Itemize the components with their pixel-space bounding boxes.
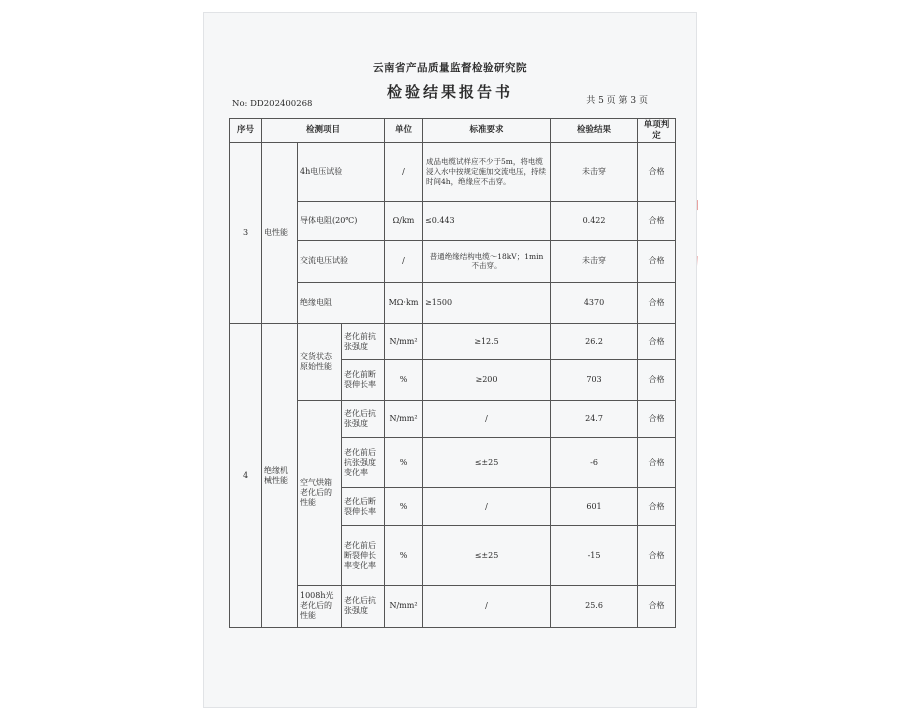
unit: % (385, 360, 423, 400)
test-item: 老化后断裂伸长率 (342, 488, 385, 526)
verdict: 合格 (638, 201, 676, 240)
unit: N/mm² (385, 400, 423, 437)
verdict: 合格 (638, 240, 676, 282)
unit: % (385, 437, 423, 487)
header-row (230, 119, 676, 143)
requirement: 成品电缆试样应不少于5m，将电缆浸入水中按规定施加交流电压，持续时间4h，绝缘应不击穿。 (423, 143, 551, 201)
col-header-requirement: 标准要求 (423, 119, 551, 143)
requirement: ≤±25 (423, 437, 551, 487)
unit: N/mm² (385, 324, 423, 360)
unit: % (385, 488, 423, 526)
result: 25.6 (551, 585, 638, 627)
result: 24.7 (551, 400, 638, 437)
test-item: 老化前后断裂伸长率变化率 (342, 526, 385, 585)
unit: / (385, 143, 423, 201)
section-group: 电性能 (262, 143, 298, 324)
requirement: ≥1500 (423, 283, 551, 324)
result: 未击穿 (551, 143, 638, 201)
unit: % (385, 526, 423, 585)
verdict: 合格 (638, 324, 676, 360)
verdict: 合格 (638, 143, 676, 201)
requirement: / (423, 488, 551, 526)
table-row (230, 143, 676, 201)
unit: / (385, 240, 423, 282)
unit: N/mm² (385, 585, 423, 627)
result: 601 (551, 488, 638, 526)
col-header-result: 检验结果 (551, 119, 638, 143)
report-number: No: DD202400268 (232, 99, 313, 109)
table-row (230, 324, 676, 360)
test-item: 老化前断裂伸长率 (342, 360, 385, 400)
requirement: ≤0.443 (423, 201, 551, 240)
result: 703 (551, 360, 638, 400)
col-header-unit: 单位 (385, 119, 423, 143)
result: -6 (551, 437, 638, 487)
section-group: 绝缘机械性能 (262, 324, 298, 628)
verdict: 合格 (638, 585, 676, 627)
verdict: 合格 (638, 437, 676, 487)
result: 未击穿 (551, 240, 638, 282)
test-item: 绝缘电阻 (298, 283, 385, 324)
result: -15 (551, 526, 638, 585)
test-item: 4h电压试验 (298, 143, 385, 201)
verdict: 合格 (638, 283, 676, 324)
test-item: 导体电阻(20℃) (298, 201, 385, 240)
test-item: 老化前后抗张强度变化率 (342, 437, 385, 487)
result: 26.2 (551, 324, 638, 360)
verdict: 合格 (638, 360, 676, 400)
result: 4370 (551, 283, 638, 324)
requirement: ≥12.5 (423, 324, 551, 360)
institute-name: 云南省产品质量监督检验研究院 (373, 62, 527, 74)
results-table (229, 118, 676, 628)
unit: Ω/km (385, 201, 423, 240)
verdict: 合格 (638, 400, 676, 437)
col-header-verdict: 单项判定 (638, 119, 676, 143)
report-page (203, 12, 697, 708)
result: 0.422 (551, 201, 638, 240)
requirement: / (423, 585, 551, 627)
sub-group-1008h: 1008h光老化后的性能 (298, 585, 342, 627)
report-title: 检验结果报告书 (386, 83, 513, 101)
requirement: ≥200 (423, 360, 551, 400)
verdict: 合格 (638, 526, 676, 585)
test-item: 老化后抗张强度 (342, 585, 385, 627)
sub-group-air-oven: 空气烘箱老化后的性能 (298, 400, 342, 585)
page-count: 共 5 页 第 3 页 (586, 96, 648, 106)
sub-group-original: 交货状态原始性能 (298, 324, 342, 400)
section-number: 3 (230, 143, 262, 324)
verdict: 合格 (638, 488, 676, 526)
unit: MΩ·km (385, 283, 423, 324)
test-item: 老化前抗张强度 (342, 324, 385, 360)
requirement: / (423, 400, 551, 437)
col-header-item: 检测项目 (262, 119, 385, 143)
requirement: ≤±25 (423, 526, 551, 585)
col-header-no: 序号 (230, 119, 262, 143)
test-item: 老化后抗张强度 (342, 400, 385, 437)
section-number: 4 (230, 324, 262, 628)
requirement: 普通绝缘结构电缆～18kV；1min不击穿。 (423, 240, 551, 282)
test-item: 交流电压试验 (298, 240, 385, 282)
